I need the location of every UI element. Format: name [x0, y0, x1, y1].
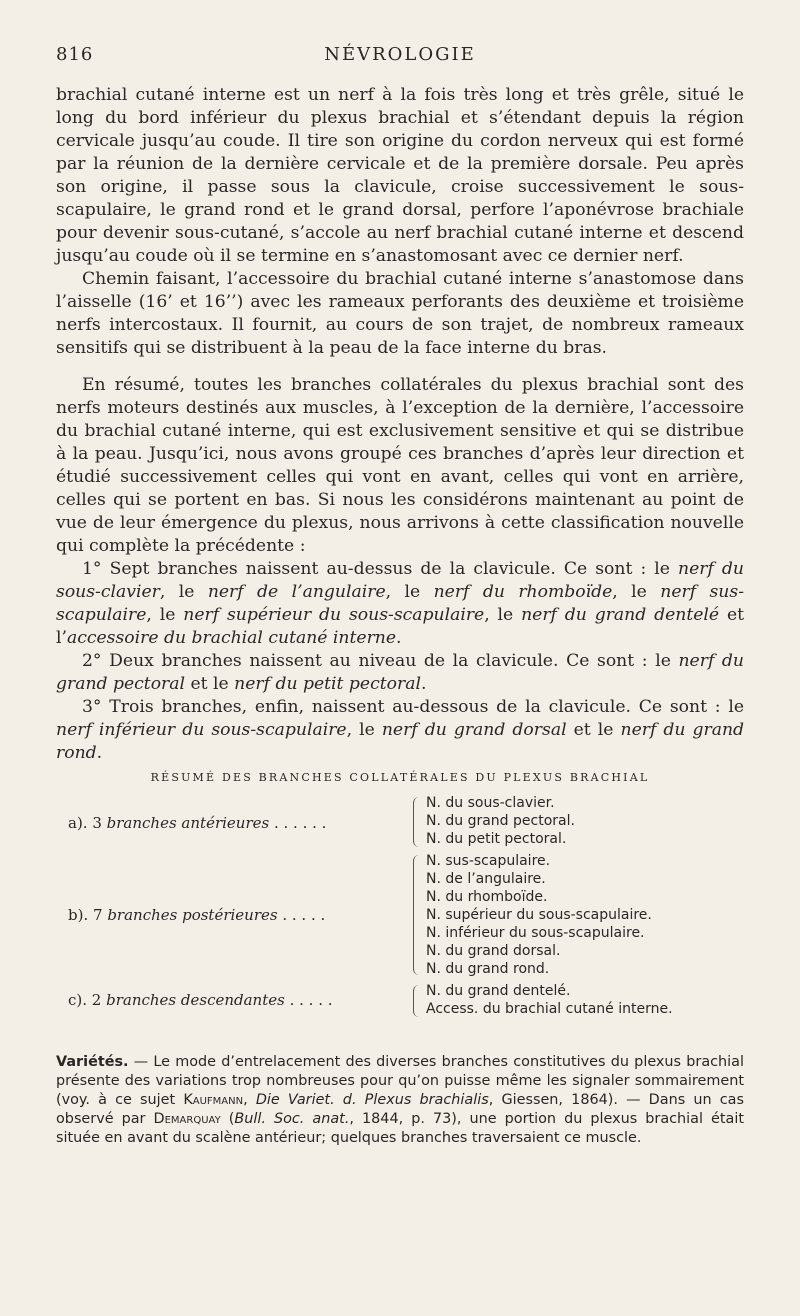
list-item: N. du grand dentelé.	[426, 983, 571, 999]
page-number: 816	[56, 44, 94, 65]
paragraph-3: En résumé, toutes les branches collatérales du plexus brachial sont des nerfs moteurs destinés aux muscles, à l’exception de la dernière, l’accessoire du brachial cutané interne, qui est exclusivement sensitive et qui se distribue à la peau. Jusqu’ici, nous avons groupé ces branches d’après leur direction et étudié successivement celles qui vont en avant, celles qui vont en arrière, celles qui se portent en bas. Si nous les considérons maintenant au point de vue de leur émergence du plexus, nous arrivons à cette classification nouvelle qui complète la précédente :	[56, 375, 744, 556]
list-item: N. sus-scapulaire.	[426, 853, 551, 869]
group-items	[426, 794, 575, 848]
group-items	[426, 982, 673, 1018]
group-label: c). 2 branches descendantes . . . . .	[68, 991, 333, 1009]
list-item: Access. du brachial cutané interne.	[426, 1001, 673, 1017]
list-item: N. du petit pectoral.	[426, 831, 567, 847]
group-items	[426, 852, 652, 978]
paragraph-4: 1° Sept branches naissent au-dessus de la clavicule. Ce sont : le nerf du sous-clavier, le nerf de l’angulaire, le nerf du rhomboïde, le nerf sus-scapulaire, le nerf supérieur du sous-scapulaire, le nerf du grand dentelé et l’accessoire du brachial cutané interne.	[56, 559, 745, 648]
summary-title: RÉSUMÉ DES BRANCHES COLLATÉRALES DU PLEXUS BRACHIAL	[150, 771, 650, 784]
paragraph-5: 2° Deux branches naissent au niveau de la clavicule. Ce sont : le nerf du grand pectoral et le nerf du petit pectoral.	[56, 651, 744, 694]
note-heading: Variétés.	[56, 1054, 129, 1070]
paragraph-6: 3° Trois branches, enfin, naissent au-dessous de la clavicule. Ce sont : le nerf inférieur du sous-scapulaire, le nerf du grand dorsal et le nerf du grand rond.	[56, 697, 745, 763]
varieties-note: Variétés. — Le mode d’entrelacement des diverses branches constitutives du plexus brachial présente des variations trop nombreuses pour qu’on puisse même les signaler sommairement (voy. à ce sujet Kaufmann, Die Variet. d. Plexus brachialis, Giessen, 1864). — Dans un cas observé par Demarquay (Bull. Soc. anat., 1844, p. 73), une portion du plexus brachial était située en avant du scalène antérieur; quelques branches traversaient ce muscle.	[56, 1054, 744, 1146]
list-item: N. du rhomboïde.	[426, 889, 548, 905]
paragraph-2: Chemin faisant, l’accessoire du brachial cutané interne s’anastomose dans l’aisselle (16’ et 16’’) avec les rameaux perforants des deuxième et troisième nerfs intercostaux. Il fournit, au cours de son trajet, de nombreux rameaux sensitifs qui se distribuent à la peau de la face interne du bras.	[56, 269, 744, 358]
group-brace	[413, 797, 421, 847]
list-item: N. du grand pectoral.	[426, 813, 575, 829]
group-label: b). 7 branches postérieures . . . . .	[68, 906, 326, 924]
group-brace	[413, 855, 421, 975]
paragraph-1: brachial cutané interne est un nerf à la fois très long et très grêle, situé le long du bord inférieur du plexus brachial et s’étendant depuis la région cervicale jusqu’au coude. Il tire son origine du cordon nerveux qui est formé par la réunion de la dernière cervicale et de la première dorsale. Peu après son origine, il passe sous la clavicule, croise successivement le sous-scapulaire, le grand rond et le grand dorsal, perfore l’aponévrose brachiale pour devenir sous-cutané, s’accole au nerf brachial cutané interne et descend jusqu’au coude où il se termine en s’anastomosant avec ce dernier nerf.	[56, 85, 744, 266]
list-item: N. de l’angulaire.	[426, 871, 546, 887]
group-label: a). 3 branches antérieures . . . . . .	[68, 814, 327, 832]
list-item: N. du sous-clavier.	[426, 795, 555, 811]
list-item: N. inférieur du sous-scapulaire.	[426, 925, 645, 941]
group-brace	[413, 985, 421, 1017]
list-item: N. supérieur du sous-scapulaire.	[426, 907, 652, 923]
running-title: NÉVROLOGIE	[324, 44, 476, 65]
page-header	[56, 44, 744, 74]
main-text	[56, 84, 744, 765]
list-item: N. du grand rond.	[426, 961, 550, 977]
list-item: N. du grand dorsal.	[426, 943, 561, 959]
